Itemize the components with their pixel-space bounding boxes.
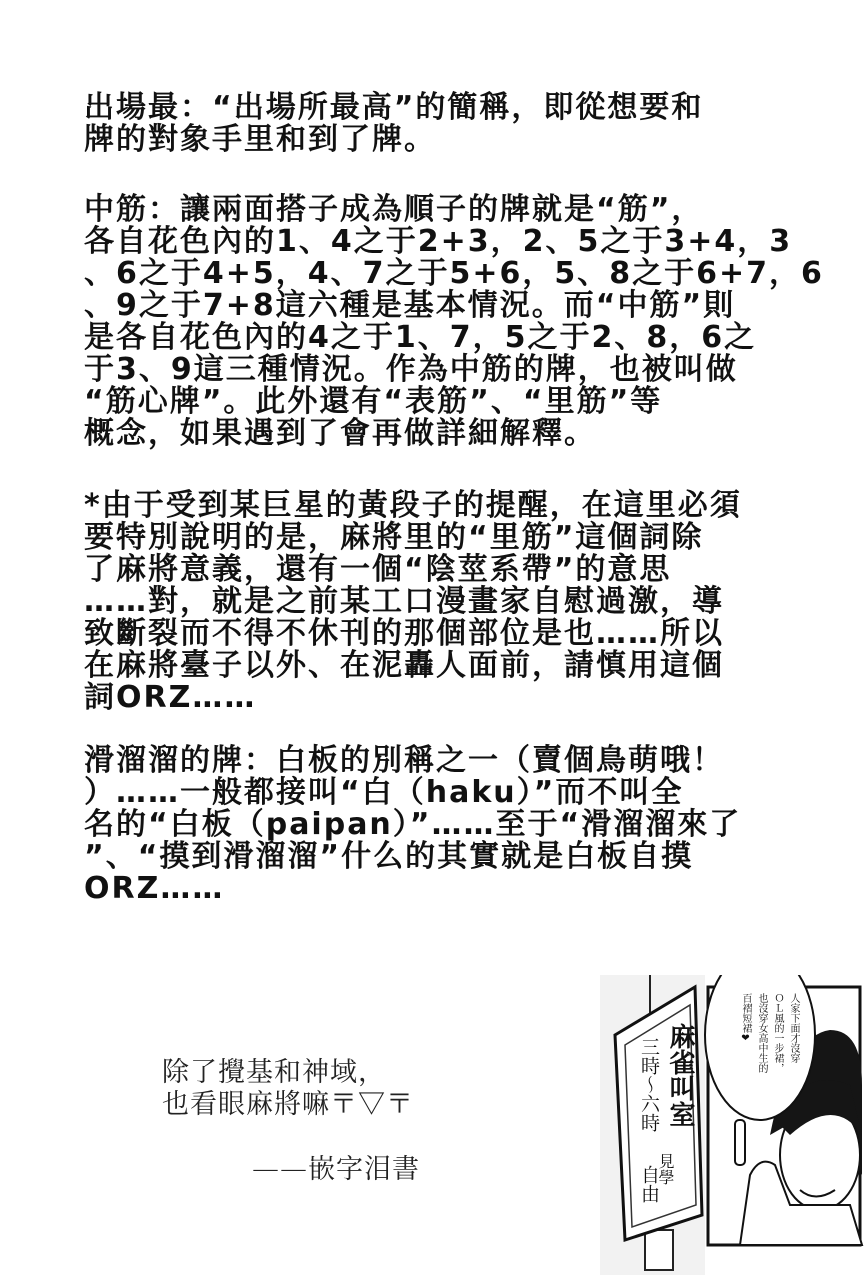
- handwritten-line-2: 也看眼麻將嘛〒▽〒: [162, 1089, 414, 1120]
- note-line: 在麻將臺子以外、在泥轟人面前，請慎用這個: [84, 648, 724, 683]
- note-line: ”、“摸到滑溜溜”什么的其實就是白板自摸: [84, 839, 694, 874]
- note-line: 名的“白板（paipan）”……至于“滑溜溜來了: [84, 807, 742, 842]
- speech-line: 百褶短裙❤: [740, 993, 751, 1044]
- note-line: 致斷裂而不得不休刊的那個部位是也……所以: [84, 616, 724, 651]
- note-line: 了麻將意義，還有一個“陰莖系帶”的意思: [84, 552, 672, 587]
- speech-line: 人家下面才沒穿: [788, 993, 799, 1063]
- manga-panel: [600, 975, 865, 1280]
- sign-title: 麻雀叫室: [665, 1023, 695, 1127]
- note-line: ）……一般都接叫“白（haku）”而不叫全: [84, 775, 684, 810]
- note-line: 牌的對象手里和到了牌。: [84, 122, 436, 157]
- handwritten-signature: ——嵌字泪書: [252, 1154, 420, 1185]
- note-line: 要特別說明的是，麻將里的“里筋”這個詞除: [84, 520, 704, 555]
- note-line: 滑溜溜的牌：白板的別稱之一（賣個鳥萌哦！: [84, 743, 724, 778]
- note-deba-saikou: [84, 92, 703, 156]
- note-line: *由于受到某巨星的黃段子的提醒，在這里必須: [84, 488, 742, 523]
- note-line: 、9之于7+8這六種是基本情況。而“中筋”則: [84, 288, 736, 323]
- note-line: 概念，如果遇到了會再做詳細解釋。: [84, 416, 596, 451]
- note-line: 中筋：讓兩面搭子成為順子的牌就是“筋”，: [84, 192, 704, 227]
- note-line: 、6之于4+5，4、7之于5+6，5、8之于6+7，6: [84, 256, 824, 291]
- sign-hours: 三時～六時: [638, 1037, 660, 1132]
- speech-bubble: [713, 993, 805, 1103]
- speech-line: 也沒穿女高中生的: [756, 993, 767, 1073]
- note-line: 是各自花色內的4之于1、7，5之于2、8，6之: [84, 320, 757, 355]
- note-line: 出場最：“出場所最高”的簡稱，即從想要和: [84, 90, 704, 125]
- note-line: ORZ……: [84, 871, 225, 906]
- note-line: 詞ORZ……: [84, 680, 257, 715]
- note-urasuji: [84, 490, 742, 714]
- sign-free: 自由: [638, 1165, 660, 1203]
- note-haku: [84, 745, 741, 905]
- handwritten-line-1: 除了攪基和神域，: [162, 1057, 386, 1088]
- speech-line: ＯＬ風的一步裙，: [772, 993, 783, 1073]
- note-line: 各自花色內的1、4之于2+3，2、5之于3+4，3: [84, 224, 793, 259]
- note-line: 于3、9這三種情況。作為中筋的牌，也被叫做: [84, 352, 738, 387]
- note-nakasuji: [84, 194, 824, 450]
- note-line: “筋心牌”。此外還有“表筋”、“里筋”等: [84, 384, 663, 419]
- sign-visit: 見學: [656, 1153, 675, 1185]
- note-line: ……對，就是之前某工口漫畫家自慰過激，導: [84, 584, 724, 619]
